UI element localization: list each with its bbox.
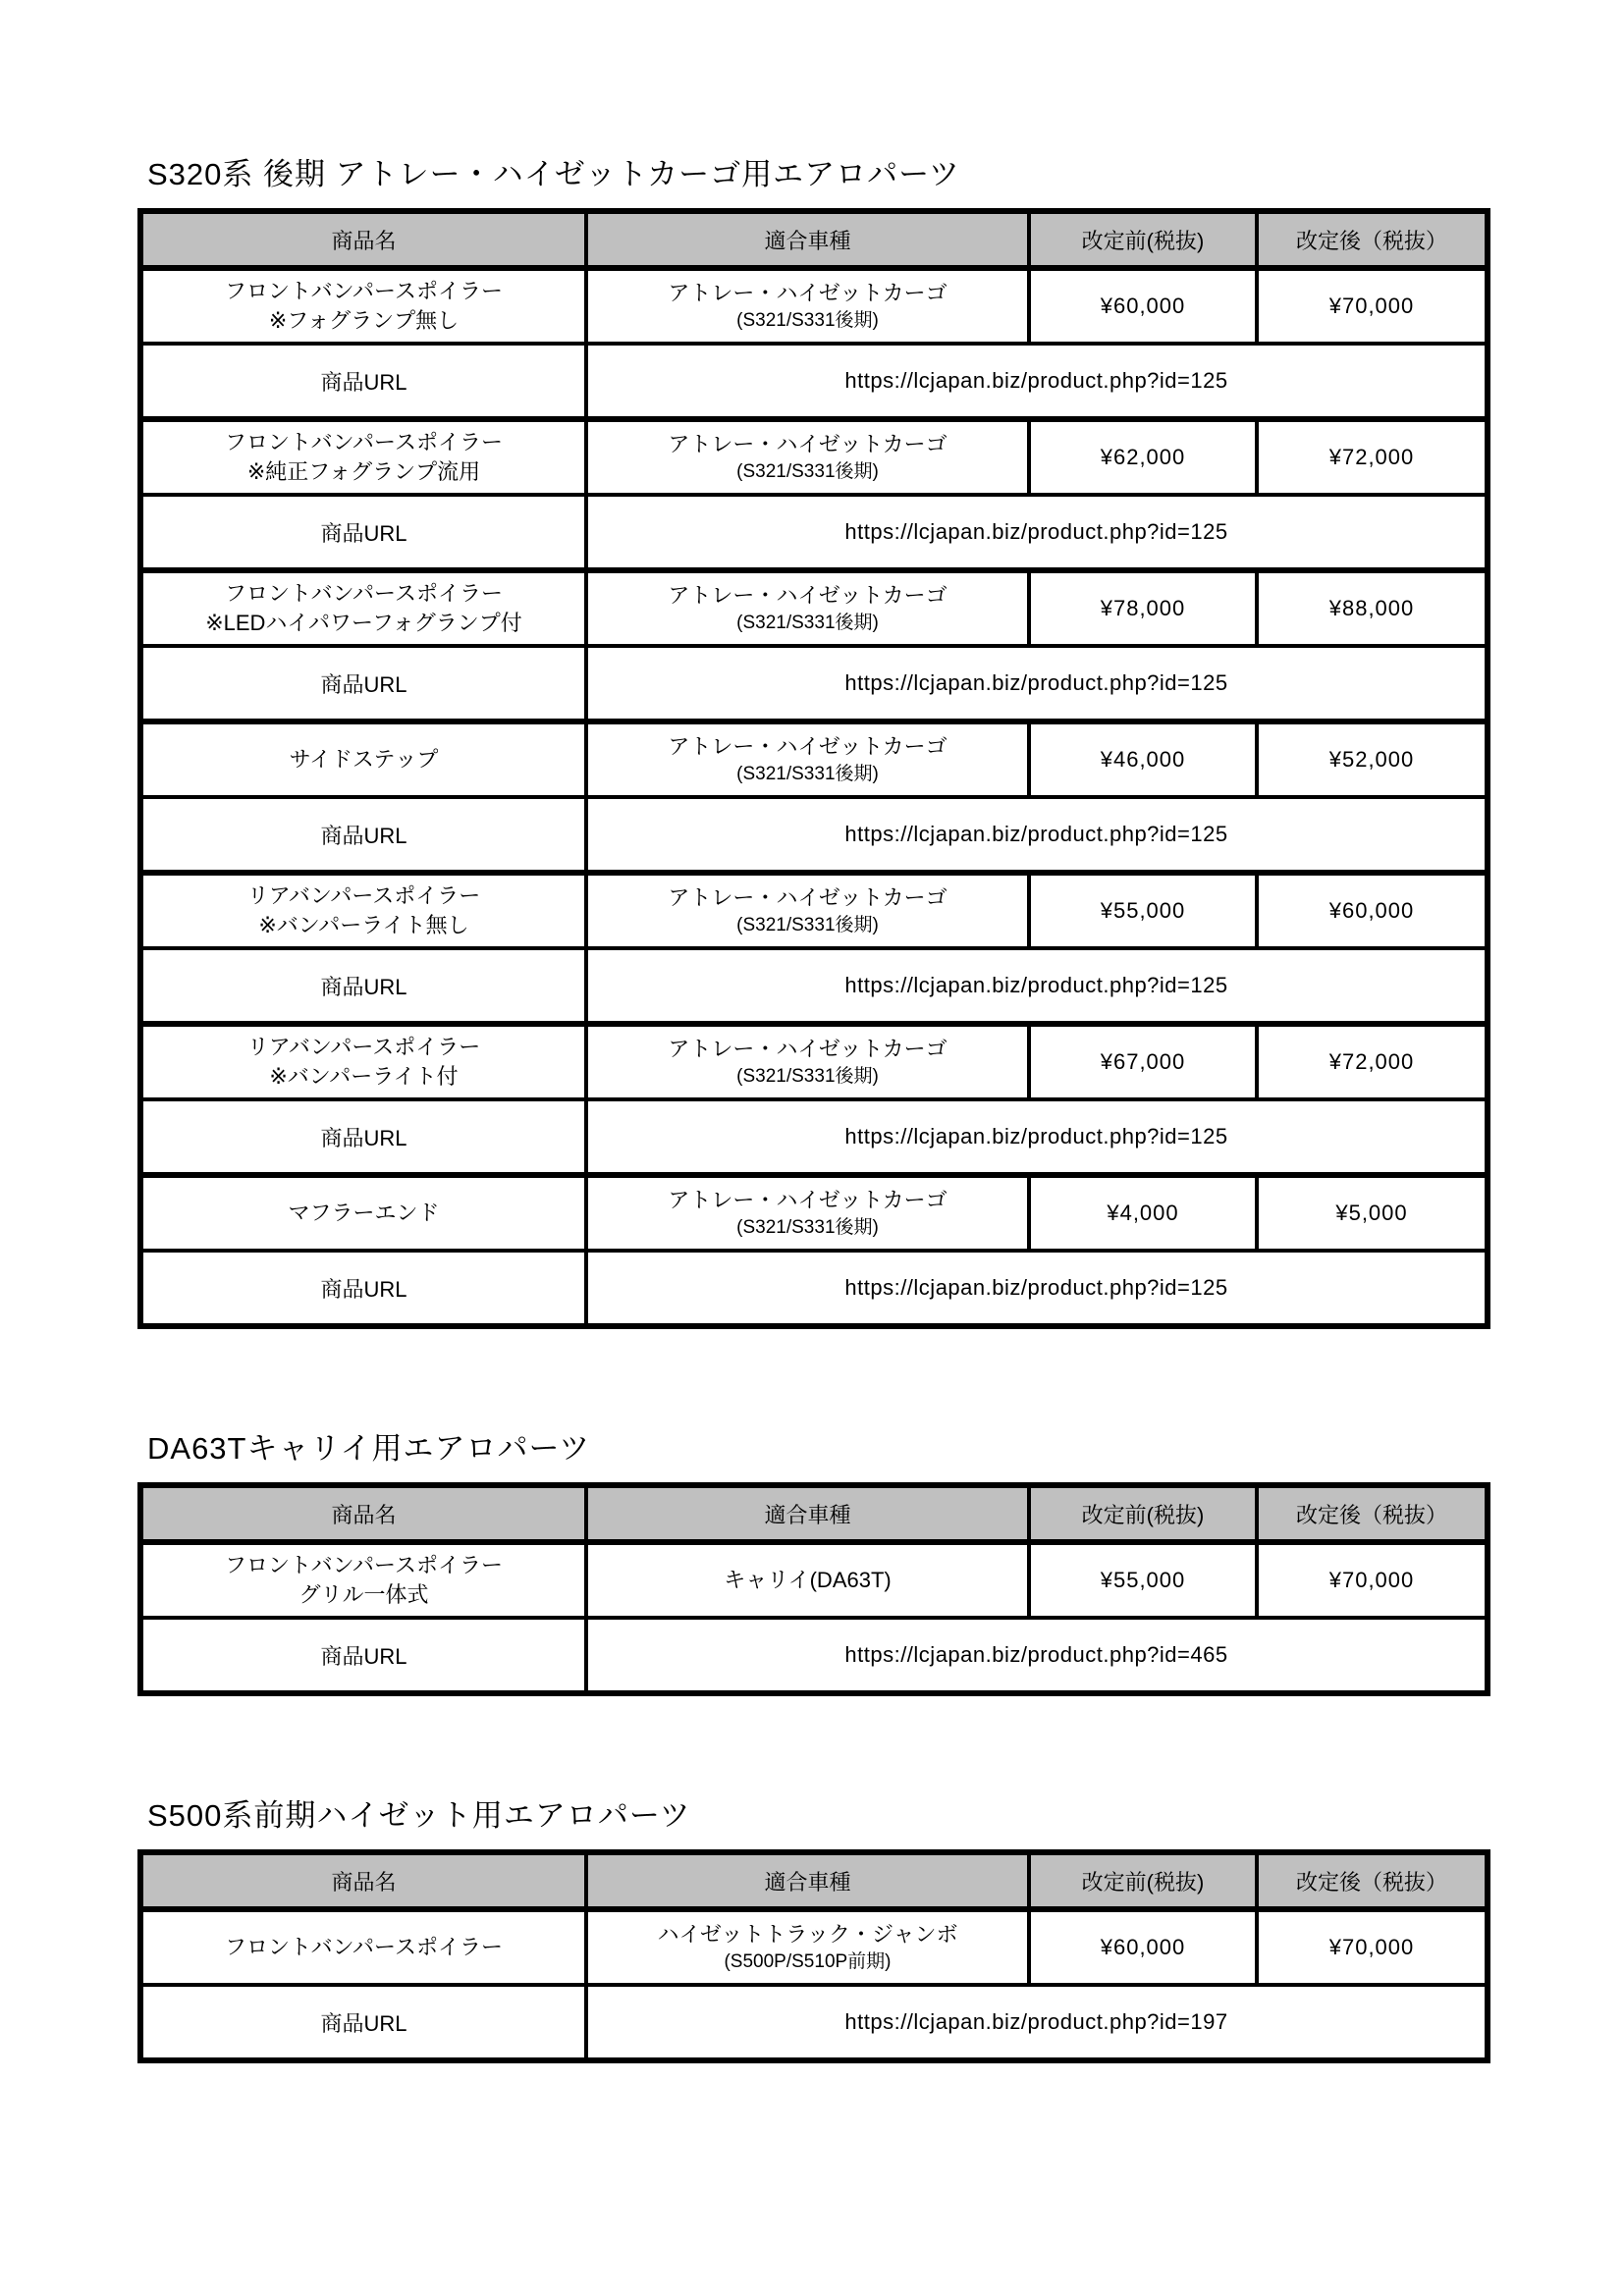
product-name-cell: [140, 873, 586, 948]
table-header-row: [140, 1485, 1488, 1542]
column-header-price-before: 改定前(税抜): [1029, 211, 1257, 268]
vehicle-line: (S321/S331後期): [736, 1066, 879, 1088]
vehicle-line: アトレー・ハイゼットカーゴ: [668, 734, 947, 760]
column-header-price-before: 改定前(税抜): [1029, 1852, 1257, 1909]
product-name-line: グリル一体式: [298, 1582, 429, 1607]
vehicle-cell: [586, 1024, 1029, 1099]
column-header-product: 商品名: [140, 1485, 586, 1542]
price-before-cell: ¥46,000: [1029, 721, 1257, 797]
vehicle-cell: [586, 268, 1029, 344]
price-before-cell: ¥4,000: [1029, 1175, 1257, 1251]
price-before-cell: ¥62,000: [1029, 419, 1257, 495]
url-value-cell: https://lcjapan.biz/product.php?id=125: [586, 948, 1488, 1024]
vehicle-line: (S321/S331後期): [736, 310, 879, 332]
column-header-price-after: 改定後（税抜）: [1257, 1485, 1488, 1542]
price-after-cell: ¥5,000: [1257, 1175, 1488, 1251]
table-header-row: [140, 211, 1488, 268]
product-row: [140, 721, 1488, 797]
vehicle-line: (S321/S331後期): [736, 1217, 879, 1239]
price-after-cell: ¥70,000: [1257, 1542, 1488, 1618]
product-name-line: フロントバンパースポイラー: [225, 581, 503, 607]
product-name-line: ※LEDハイパワーフォグランプ付: [205, 611, 522, 635]
vehicle-line: アトレー・ハイゼットカーゴ: [668, 885, 947, 911]
vehicle-line: アトレー・ハイゼットカーゴ: [668, 432, 947, 457]
price-section: [137, 1423, 1485, 1696]
price-after-cell: ¥70,000: [1257, 268, 1488, 344]
vehicle-line: (S321/S331後期): [736, 613, 879, 634]
column-header-price-after: 改定後（税抜）: [1257, 1852, 1488, 1909]
column-header-price-before: 改定前(税抜): [1029, 1485, 1257, 1542]
url-row: [140, 1985, 1488, 2060]
url-value-cell: https://lcjapan.biz/product.php?id=125: [586, 646, 1488, 721]
product-row: [140, 1175, 1488, 1251]
product-name-line: フロントバンパースポイラー: [225, 279, 503, 304]
url-label-cell: 商品URL: [140, 495, 586, 570]
product-row: [140, 570, 1488, 646]
column-header-product: 商品名: [140, 211, 586, 268]
product-row: [140, 1024, 1488, 1099]
url-label-cell: 商品URL: [140, 1099, 586, 1175]
url-label-cell: 商品URL: [140, 797, 586, 873]
price-before-cell: ¥60,000: [1029, 1909, 1257, 1985]
product-name-cell: [140, 721, 586, 797]
vehicle-line: アトレー・ハイゼットカーゴ: [668, 1188, 947, 1213]
vehicle-line: (S321/S331後期): [736, 915, 879, 936]
column-header-vehicle: 適合車種: [586, 1852, 1029, 1909]
url-row: [140, 495, 1488, 570]
section-title: DA63Tキャリイ用エアロパーツ: [147, 1431, 591, 1466]
vehicle-line: アトレー・ハイゼットカーゴ: [668, 1037, 947, 1062]
vehicle-cell: [586, 1542, 1029, 1618]
url-value-cell: https://lcjapan.biz/product.php?id=125: [586, 1099, 1488, 1175]
price-before-cell: ¥60,000: [1029, 268, 1257, 344]
vehicle-line: キャリイ(DA63T): [724, 1568, 892, 1593]
product-name-line: マフラーエンド: [288, 1201, 440, 1226]
product-name-line: フロントバンパースポイラー: [225, 1935, 503, 1960]
url-row: [140, 948, 1488, 1024]
price-after-cell: ¥72,000: [1257, 419, 1488, 495]
product-name-line: フロントバンパースポイラー: [225, 430, 503, 455]
product-name-line: ※バンパーライト付: [269, 1064, 459, 1089]
product-name-cell: [140, 570, 586, 646]
product-name-cell: [140, 419, 586, 495]
price-before-cell: ¥55,000: [1029, 873, 1257, 948]
price-after-cell: ¥52,000: [1257, 721, 1488, 797]
vehicle-line: (S321/S331後期): [736, 764, 879, 785]
vehicle-cell: [586, 1175, 1029, 1251]
url-value-cell: https://lcjapan.biz/product.php?id=465: [586, 1618, 1488, 1693]
product-name-cell: [140, 1542, 586, 1618]
column-header-vehicle: 適合車種: [586, 211, 1029, 268]
price-before-cell: ¥67,000: [1029, 1024, 1257, 1099]
product-name-line: リアバンパースポイラー: [246, 883, 481, 909]
price-table: [137, 208, 1490, 1329]
url-label-cell: 商品URL: [140, 1618, 586, 1693]
url-value-cell: https://lcjapan.biz/product.php?id=125: [586, 1251, 1488, 1326]
product-row: [140, 1909, 1488, 1985]
url-row: [140, 646, 1488, 721]
product-name-cell: [140, 1909, 586, 1985]
column-header-price-after: 改定後（税抜）: [1257, 211, 1488, 268]
url-label-cell: 商品URL: [140, 646, 586, 721]
price-before-cell: ¥55,000: [1029, 1542, 1257, 1618]
vehicle-line: ハイゼットトラック・ジャンボ: [657, 1922, 958, 1948]
price-after-cell: ¥70,000: [1257, 1909, 1488, 1985]
vehicle-line: アトレー・ハイゼットカーゴ: [668, 583, 947, 609]
product-row: [140, 268, 1488, 344]
product-name-line: ※バンパーライト無し: [258, 913, 469, 937]
product-row: [140, 1542, 1488, 1618]
url-value-cell: https://lcjapan.biz/product.php?id=197: [586, 1985, 1488, 2060]
product-name-line: ※フォグランプ無し: [268, 308, 460, 333]
section-title: S320系 後期 アトレー・ハイゼットカーゴ用エアロパーツ: [147, 157, 960, 191]
price-table: [137, 1849, 1490, 2063]
product-row: [140, 419, 1488, 495]
price-section: [137, 1790, 1485, 2063]
url-row: [140, 1618, 1488, 1693]
url-label-cell: 商品URL: [140, 948, 586, 1024]
price-after-cell: ¥60,000: [1257, 873, 1488, 948]
column-header-product: 商品名: [140, 1852, 586, 1909]
vehicle-cell: [586, 570, 1029, 646]
vehicle-cell: [586, 873, 1029, 948]
table-header-row: [140, 1852, 1488, 1909]
url-label-cell: 商品URL: [140, 1251, 586, 1326]
product-name-line: フロントバンパースポイラー: [225, 1553, 503, 1578]
vehicle-line: アトレー・ハイゼットカーゴ: [668, 281, 947, 306]
vehicle-line: (S321/S331後期): [736, 461, 879, 483]
vehicle-cell: [586, 721, 1029, 797]
url-value-cell: https://lcjapan.biz/product.php?id=125: [586, 344, 1488, 419]
url-row: [140, 1099, 1488, 1175]
product-name-cell: [140, 1024, 586, 1099]
column-header-vehicle: 適合車種: [586, 1485, 1029, 1542]
document-content: [137, 0, 1485, 2063]
product-name-line: リアバンパースポイラー: [246, 1035, 481, 1060]
product-name-cell: [140, 1175, 586, 1251]
price-before-cell: ¥78,000: [1029, 570, 1257, 646]
product-row: [140, 873, 1488, 948]
vehicle-line: (S500P/S510P前期): [724, 1951, 892, 1973]
url-value-cell: https://lcjapan.biz/product.php?id=125: [586, 495, 1488, 570]
section-title: S500系前期ハイゼット用エアロパーツ: [147, 1798, 691, 1833]
vehicle-cell: [586, 419, 1029, 495]
url-row: [140, 797, 1488, 873]
vehicle-cell: [586, 1909, 1029, 1985]
product-name-line: ※純正フォグランプ流用: [246, 459, 481, 484]
url-row: [140, 1251, 1488, 1326]
url-row: [140, 344, 1488, 419]
price-after-cell: ¥88,000: [1257, 570, 1488, 646]
url-value-cell: https://lcjapan.biz/product.php?id=125: [586, 797, 1488, 873]
url-label-cell: 商品URL: [140, 344, 586, 419]
url-label-cell: 商品URL: [140, 1985, 586, 2060]
price-table: [137, 1482, 1490, 1696]
price-section: [137, 149, 1485, 1329]
product-name-line: サイドステップ: [289, 747, 439, 773]
price-after-cell: ¥72,000: [1257, 1024, 1488, 1099]
product-name-cell: [140, 268, 586, 344]
